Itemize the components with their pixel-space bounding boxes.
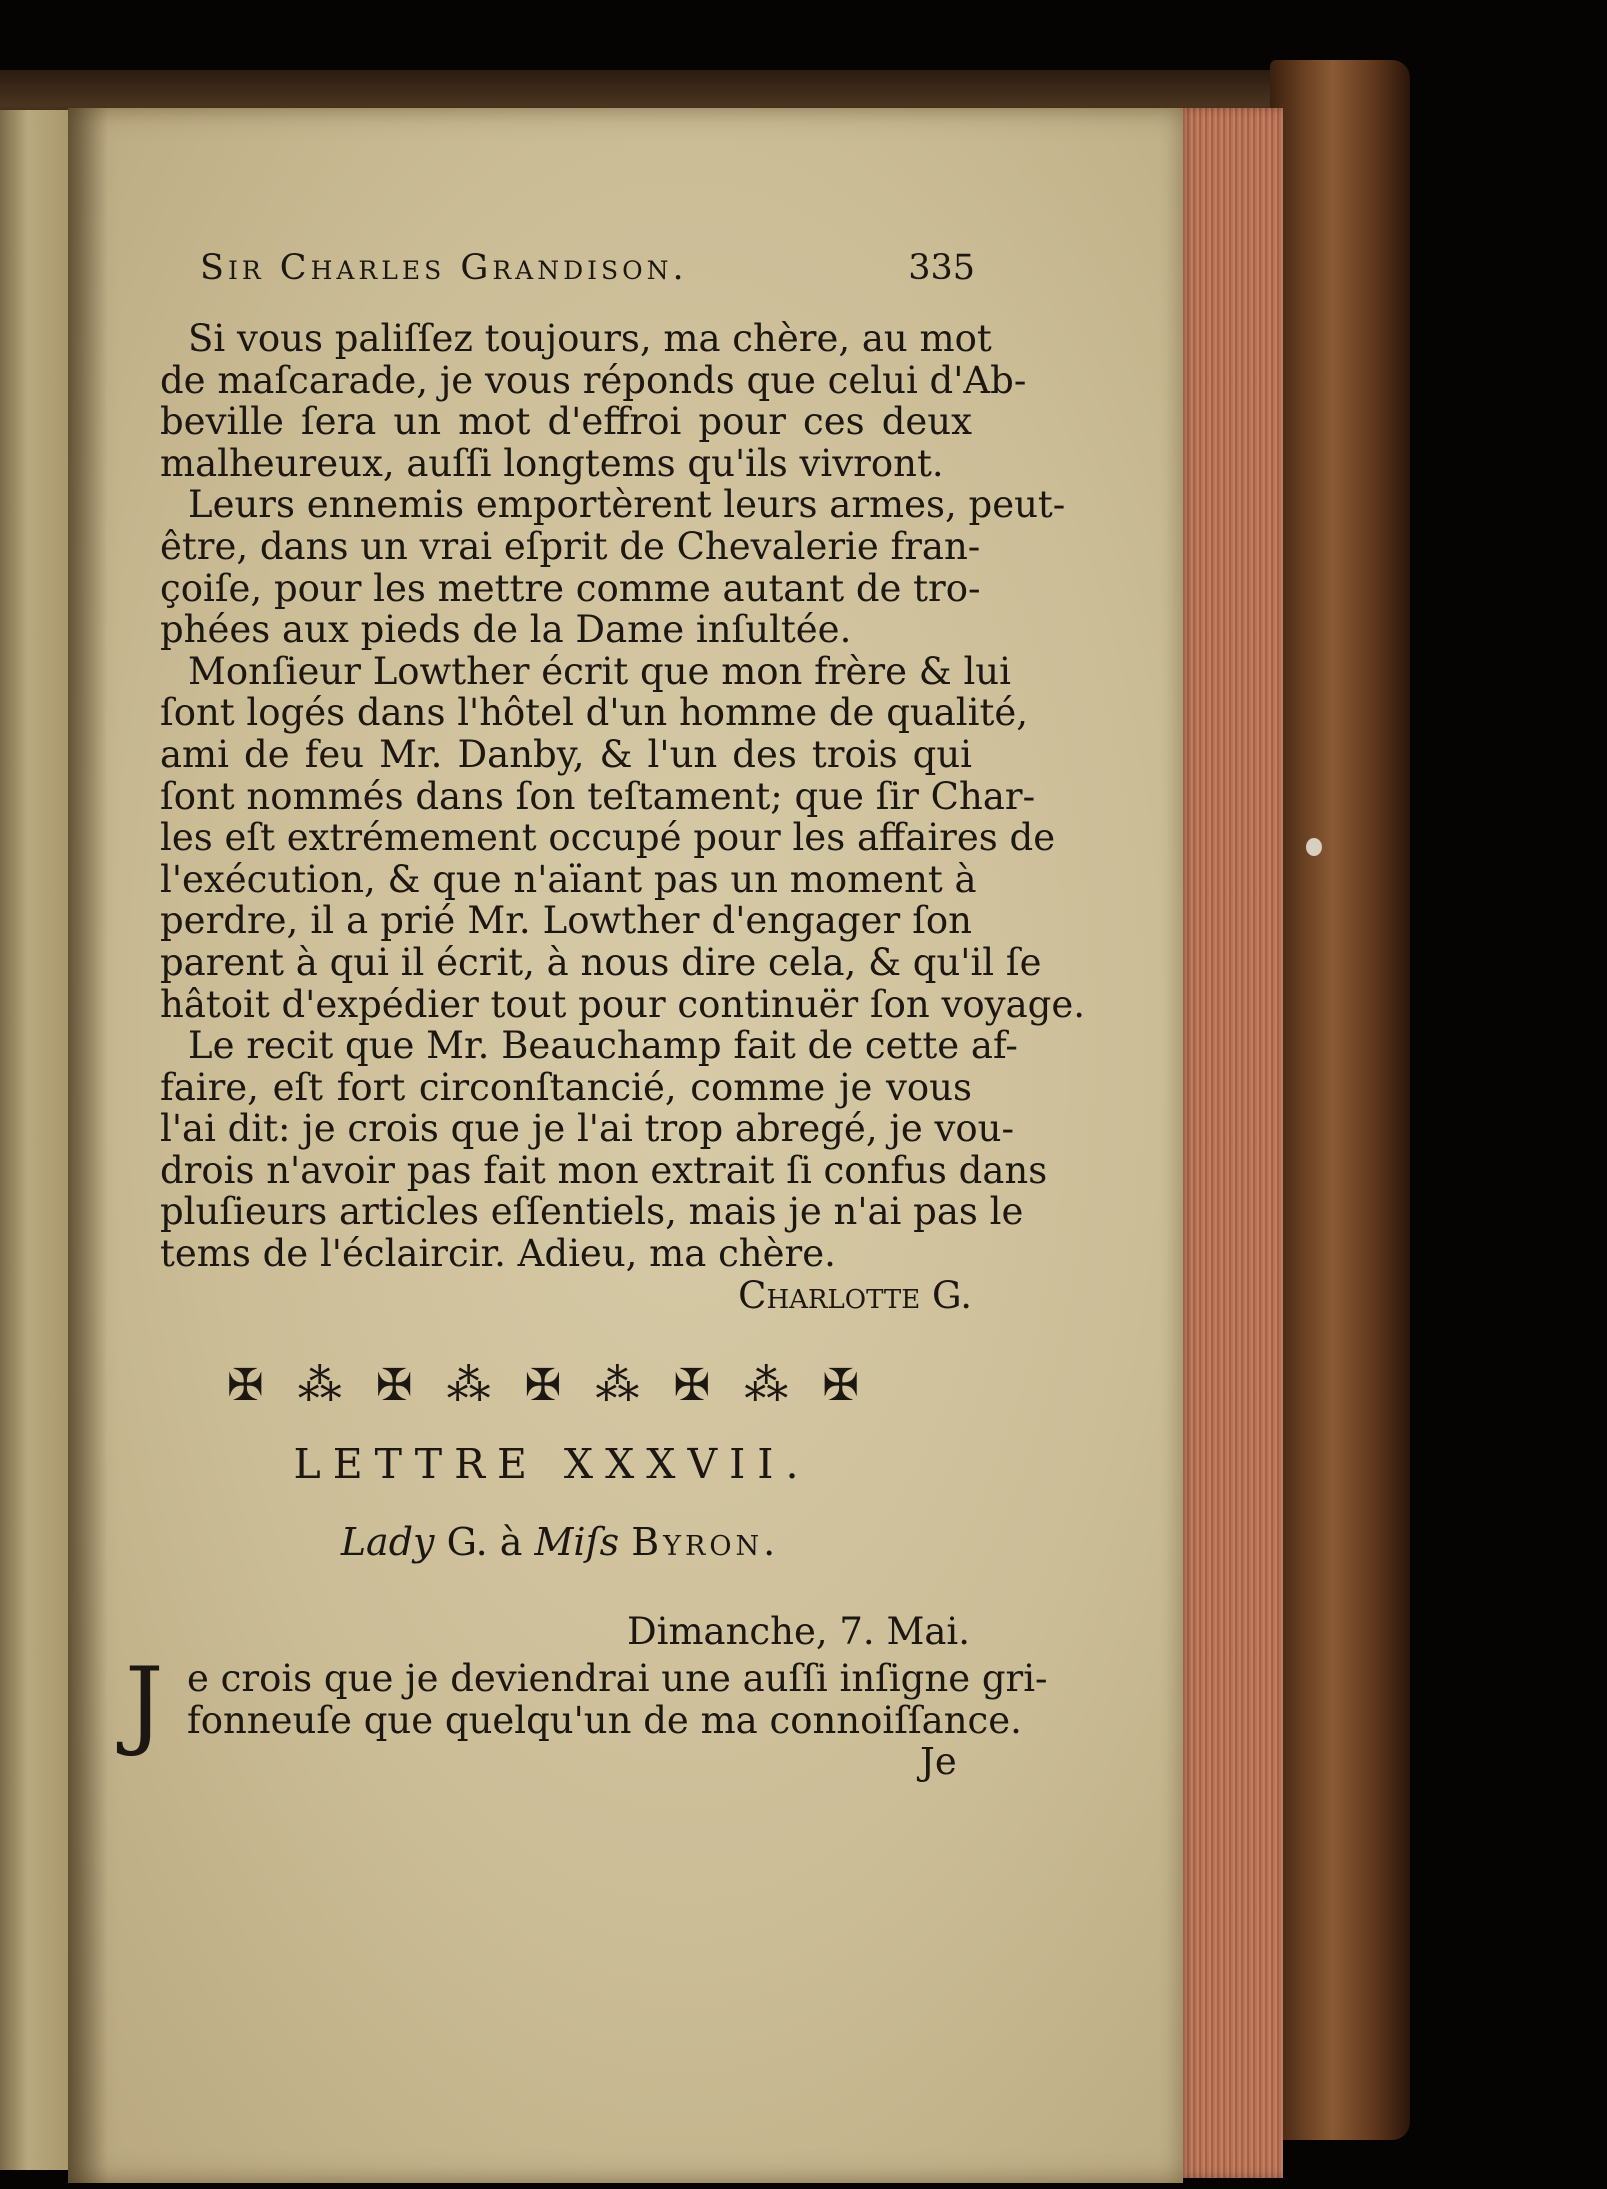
subheading-g: G. à — [446, 1520, 523, 1564]
dateline: Dimanche, 7. Mai. — [626, 1610, 970, 1653]
letter-line: e crois que je deviendrai une auſſi inſigne gri- — [187, 1657, 1048, 1700]
text-line: les eſt extrémement occupé pour les affaires de — [160, 816, 1056, 860]
text-line: Si vous paliſſez toujours, ma chère, au mot — [188, 317, 992, 360]
text-line: l'exécution, & que n'aïant pas un moment à — [160, 857, 977, 901]
drop-cap: J — [125, 1647, 164, 1759]
letter-opening — [125, 1657, 1048, 1742]
letter-line: fonneuſe que quelqu'un de ma connoiſſance. — [187, 1698, 1022, 1742]
text-line: Le recit que Mr. Beauchamp fait de cette af- — [188, 1024, 1018, 1068]
running-head-title: Sir Charles Grandison. — [200, 248, 688, 288]
text-line: hâtoit d'expédier tout pour continuër ſon voyage. — [160, 982, 1085, 1026]
text-line: Monſieur Lowther écrit que mon frère & lui — [188, 649, 1011, 693]
text-line: faire, eſt fort circonſtancié, comme je vous — [160, 1065, 972, 1109]
binding-spot — [1306, 838, 1322, 856]
body-text — [160, 317, 1085, 1317]
subheading-miss: Miſs — [534, 1520, 620, 1564]
text-line: de maſcarade, je vous réponds que celui d'Ab- — [160, 358, 1027, 402]
text-line: être, dans un vrai eſprit de Chevalerie fran- — [160, 524, 981, 568]
text-line: drois n'avoir pas fait mon extrait ſi confus dans — [160, 1148, 1048, 1192]
catchword: Je — [920, 1740, 957, 1783]
facing-page-edge — [0, 110, 70, 2170]
text-line: tems de l'éclaircir. Adieu, ma chère. — [160, 1232, 836, 1276]
page-number: 335 — [908, 248, 975, 288]
letter-subheading — [300, 1520, 820, 1564]
signature: Charlotte G. — [738, 1273, 972, 1317]
text-line: malheureux, auſſi longtems qu'ils vivront. — [160, 441, 944, 485]
text-line: l'ai dit: je crois que je l'ai trop abregé, je vou- — [160, 1107, 1014, 1151]
running-head — [200, 248, 975, 298]
text-line: ſont nommés dans ſon teſtament; que ſir Char- — [160, 774, 1036, 818]
subheading-byron: Byron. — [631, 1520, 780, 1564]
text-line: phées aux pieds de la Dame inſultée. — [160, 608, 852, 652]
text-line: çoiſe, pour les mettre comme autant de tro- — [160, 566, 981, 610]
subheading-lady: Lady — [340, 1520, 435, 1564]
page-edges — [1178, 108, 1283, 2178]
letter-heading: LETTRE XXXVII. — [293, 1440, 811, 1488]
text-line: Leurs ennemis emportèrent leurs armes, peut- — [188, 483, 1066, 527]
text-line: pluſieurs articles eſſentiels, mais je n'ai pas le — [160, 1190, 1024, 1234]
text-line: ami de feu Mr. Danby, & l'un des trois qui — [160, 732, 972, 776]
text-line: ſont logés dans l'hôtel d'un homme de qualité, — [160, 691, 1028, 735]
text-line: parent à qui il écrit, à nous dire cela, & qu'il ſe — [160, 940, 1042, 984]
printers-ornament: ✠ ⁂ ✠ ⁂ ✠ ⁂ ✠ ⁂ ✠ — [226, 1359, 870, 1411]
text-line: perdre, il a prié Mr. Lowther d'engager ſon — [160, 899, 972, 943]
text-line: beville ſera un mot d'effroi pour ces deux — [160, 400, 972, 444]
leather-binding — [1270, 60, 1410, 2140]
